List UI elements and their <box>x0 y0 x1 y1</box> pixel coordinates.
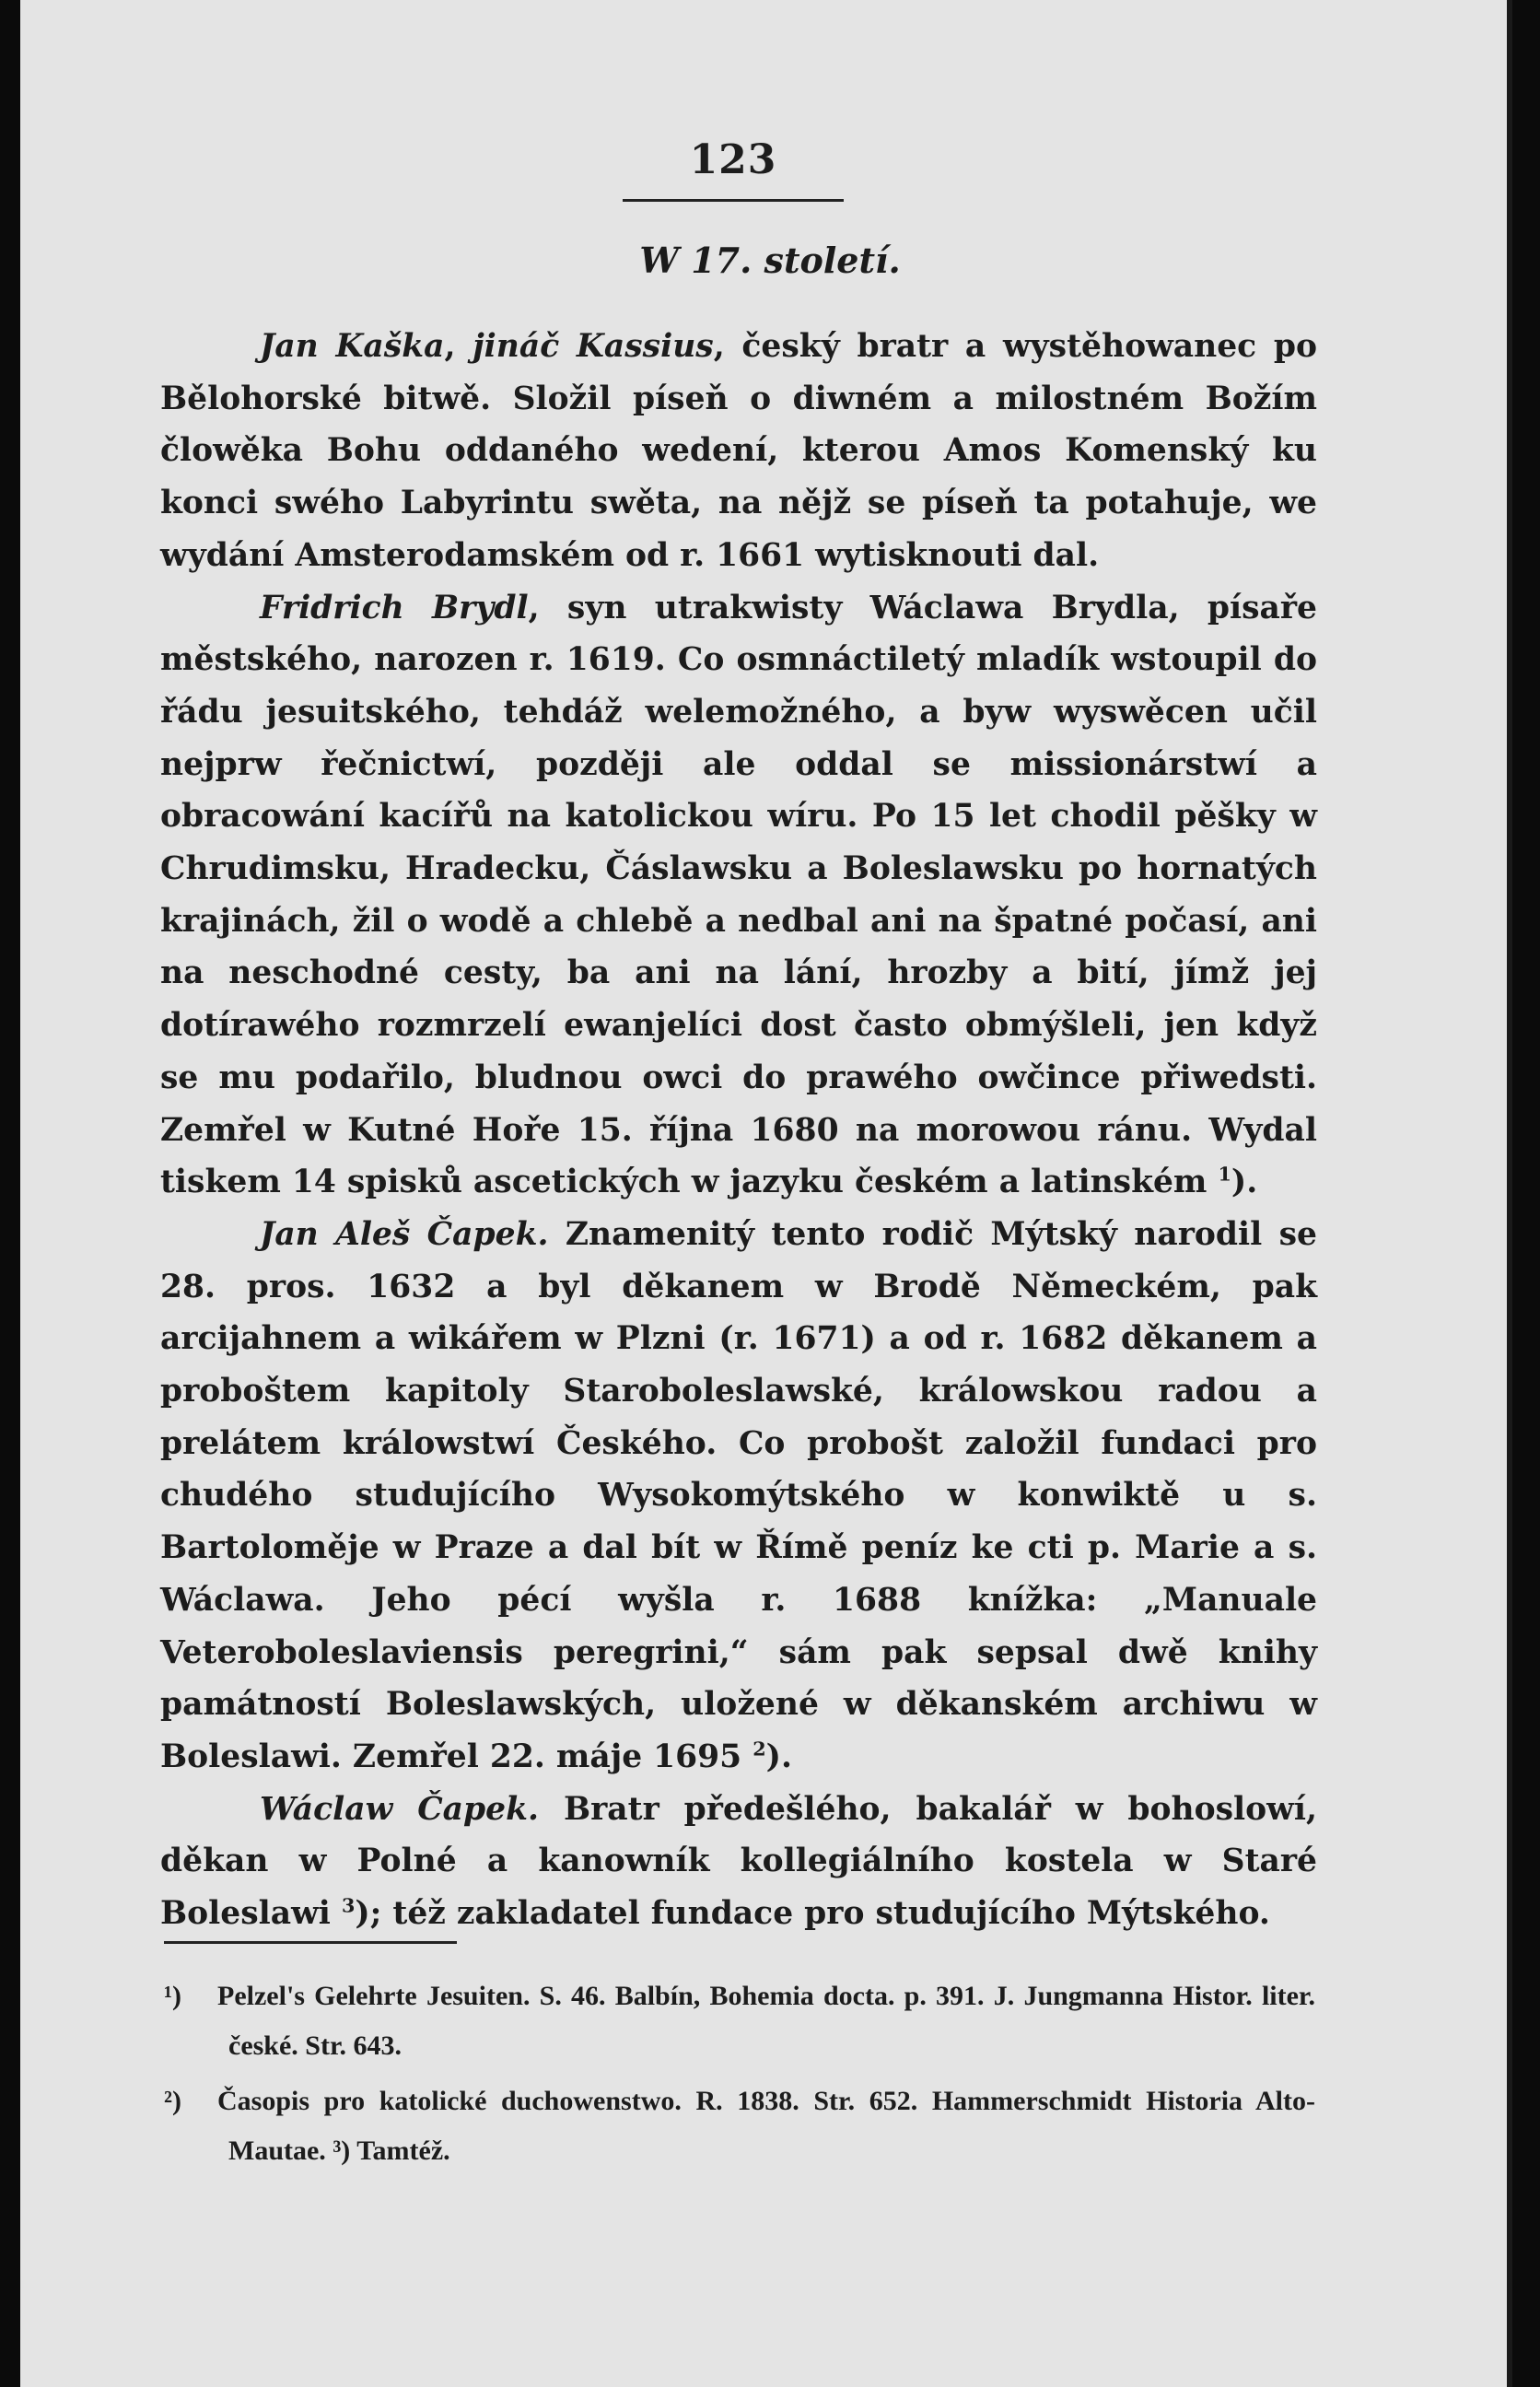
section-title: W 17. století. <box>639 240 901 281</box>
page-edge-shadow <box>1507 0 1512 2387</box>
page-number: 123 <box>689 136 777 183</box>
entry-text: český bratr a wystěhowanec po Bělohorské bitwě. Složil píseň o diwném a milostném Božím člowěka Bohu oddaného wedení, kterou Amos Komenský ku konci swého Labyrintu swěta, na nějž se píseň ta potahuje, we wydání Amsterodamském od r. 1661 wytisknouti dal. <box>160 328 1318 574</box>
entry-text: Znamenitý tento rodič Mýtský narodil se 28. pros. 1632 a byl děkanem w Brodě Německém, pak arcijahnem a wikářem w Plzni (r. 1671) a od r. 1682 děkanem a proboštem kapitoly Staroboleslawské, králowskou radou a prelátem králowstwí Českého. Co probošt založil fundaci pro chudého studujícího Wysokomýtského w konwiktě u s. Bartoloměje w Praze a dal bít w Římě peníz ke cti p. Marie a s. Wáclawa. Jeho pécí wyšla r. 1688 knížka: „Manuale Veteroboleslaviensis peregrini,“ sám pak sepsal dwě knihy památností Boleslawských, uložené w děkanském archiwu w Boleslawi. Zemřel 22. máje 1695 <box>160 1215 1317 1775</box>
entry-alias: jináč Kassius <box>472 328 714 365</box>
entry-paragraph <box>160 321 1317 582</box>
footnote-marker: ¹) <box>164 1981 181 2011</box>
entry-name: Wáclaw Čapek. <box>260 1790 539 1828</box>
footnote-text: Tamtéž. <box>356 2135 450 2166</box>
footnotes <box>164 1972 1315 2182</box>
separator: , <box>444 328 473 365</box>
entry-name: Fridrich Brydl <box>260 589 529 626</box>
entry-name: Jan Aleš Čapek. <box>260 1215 549 1253</box>
entry-text: Bratr předešlého, bakalář w bohoslowí, děkan w Polné a kanowník kollegiálního kostela w Staré Boleslawi <box>160 1790 1317 1933</box>
footnote-rule <box>164 1941 457 1944</box>
footnote-ref-paren: ) <box>355 1895 370 1933</box>
footnote-ref: 2 <box>752 1738 766 1761</box>
separator: , <box>713 328 742 365</box>
footnote-marker: ³) <box>332 2135 351 2166</box>
entry-end: . <box>780 1738 792 1775</box>
entry-end: . <box>1246 1164 1258 1201</box>
entry-paragraph <box>160 582 1317 1209</box>
footnote-text: Pelzel's Gelehrte Jesuiten. S. 46. Balbín, Bohemia docta. p. 391. J. Jungmanna Histor. liter. české. Str. 643. <box>217 1981 1315 2061</box>
separator: , <box>528 589 567 626</box>
footnote-ref: 3 <box>341 1894 356 1917</box>
footnote-ref: 1 <box>1218 1163 1231 1186</box>
header-rule <box>623 199 844 202</box>
entry-paragraph <box>160 1784 1317 1940</box>
footnote-ref-paren: ) <box>1231 1164 1247 1201</box>
entry-name: Jan Kaška <box>260 328 445 365</box>
entry-paragraph <box>160 1209 1317 1784</box>
footnote-marker: ²) <box>164 2086 181 2116</box>
separator <box>548 1216 565 1253</box>
entry-text: syn utrakwisty Wáclawa Brydla, písaře městského, narozen r. 1619. Co osmnáctiletý mladík wstoupil do řádu jesuitského, tehdáž welemožného, a byw wyswěcen učil nejprw řečnictwí, později ale oddal se missionárstwí a obracowání kacířů na katolickou wíru. Po 15 let chodil pěšky w Chrudimsku, Hradecku, Čáslawsku a Boleslawsku po hornatých krajinách, žil o wodě a chlebě a nedbal ani na špatné počasí, ani na neschodné cesty, ba ani na lání, hrozby a bití, jímž jej dotírawého rozmrzelí ewanjelíci dost často obmýšleli, jen když se mu podařilo, bludnou owci do prawého owčince přiwedsti. Zemřel w Kutné Hoře 15. října 1680 na morowou ránu. Wydal tiskem 14 spisků ascetických w jazyku českém a latinském <box>160 589 1317 1201</box>
separator <box>539 1791 564 1828</box>
footnote <box>164 2077 1315 2176</box>
entry-end: ; též zakladatel fundace pro studujícího Mýtského. <box>369 1895 1270 1933</box>
footnote-text: Časopis pro katolické duchowenstwo. R. 1838. Str. 652. Hammerschmidt Historia Alto-Mautae. <box>217 2086 1315 2166</box>
footnote <box>164 1972 1315 2071</box>
body-text <box>160 321 1317 1940</box>
footnote-ref-paren: ) <box>765 1738 781 1775</box>
